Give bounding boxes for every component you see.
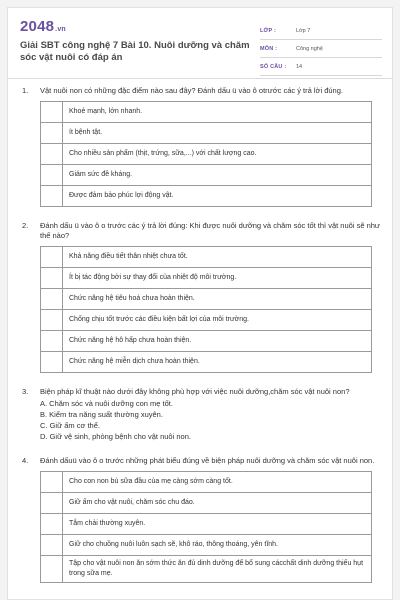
option-row <box>41 556 372 583</box>
option-row <box>41 472 372 493</box>
option-row <box>41 102 372 123</box>
document-title: Giải SBT công nghệ 7 Bài 10. Nuôi dưỡng và chăm sóc vật nuôi có đáp án <box>20 40 250 63</box>
question-4 <box>22 456 382 583</box>
question-header <box>22 456 382 466</box>
question-list <box>22 86 382 597</box>
answer-checkbox[interactable] <box>41 331 63 352</box>
option-text: Chức năng hệ tiêu hoá chưa hoàn thiện. <box>63 289 372 310</box>
option-row <box>41 331 372 352</box>
logo-suffix: .vn <box>55 26 66 33</box>
option-text: Được đảm bảo phúc lợi động vật. <box>63 186 372 207</box>
question-1 <box>22 86 382 207</box>
choice-a[interactable]: A. Chăm sóc và nuôi dưỡng con mẹ tốt. <box>40 399 173 408</box>
answer-checkbox[interactable] <box>41 535 63 556</box>
question-text: Vật nuôi non có những đặc điểm nào sau đây? Đánh dấu ü vào ô otrước các ý trả lời đúng. <box>40 86 343 95</box>
option-row <box>41 144 372 165</box>
option-row <box>41 310 372 331</box>
option-text: Cho con non bú sữa đầu của mẹ càng sớm càng tốt. <box>63 472 372 493</box>
meta-label: MÔN : <box>260 45 278 52</box>
answer-checkbox[interactable] <box>41 186 63 207</box>
choice-list <box>40 398 382 442</box>
answer-checkbox[interactable] <box>41 102 63 123</box>
meta-value: Công nghệ <box>296 45 323 52</box>
meta-row-class <box>260 22 382 40</box>
option-row <box>41 123 372 144</box>
meta-panel <box>260 22 382 76</box>
option-text: Cho nhiều sản phẩm (thịt, trứng, sữa,...) với chất lượng cao. <box>63 144 372 165</box>
question-number: 4. <box>22 456 29 465</box>
option-text: ít bệnh tật. <box>63 123 372 144</box>
answer-checkbox[interactable] <box>41 352 63 373</box>
option-text: Chức năng hệ hô hấp chưa hoàn thiện. <box>63 331 372 352</box>
option-row <box>41 535 372 556</box>
answer-checkbox[interactable] <box>41 268 63 289</box>
question-number: 2. <box>22 221 29 230</box>
option-text: Khả năng điều tiết thân nhiệt chưa tốt. <box>63 247 372 268</box>
option-text: Giảm sức đề kháng. <box>63 165 372 186</box>
option-row <box>41 165 372 186</box>
document-page <box>7 7 393 600</box>
answer-checkbox[interactable] <box>41 144 63 165</box>
option-text: Giữ cho chuồng nuôi luôn sạch sẽ, khô ráo, thông thoáng, yên tĩnh. <box>63 535 372 556</box>
question-number: 3. <box>22 387 29 396</box>
meta-row-count <box>260 58 382 76</box>
question-header <box>22 387 382 397</box>
meta-row-subject <box>260 40 382 58</box>
question-header <box>22 86 382 96</box>
option-row <box>41 186 372 207</box>
site-logo[interactable] <box>20 18 66 35</box>
option-text: Chức năng hệ miễn dịch chưa hoàn thiện. <box>63 352 372 373</box>
meta-label: LỚP : <box>260 27 276 34</box>
answer-checkbox[interactable] <box>41 514 63 535</box>
option-text: Tắm chải thường xuyên. <box>63 514 372 535</box>
answer-checkbox[interactable] <box>41 289 63 310</box>
meta-value: 14 <box>296 63 303 70</box>
option-row <box>41 247 372 268</box>
question-3 <box>22 387 382 442</box>
choice-d[interactable]: D. Giữ vệ sinh, phòng bệnh cho vật nuôi non. <box>40 432 191 441</box>
answer-checkbox[interactable] <box>41 493 63 514</box>
answer-checkbox[interactable] <box>41 123 63 144</box>
option-text: Ít bị tác động bởi sự thay đổi của nhiệt độ môi trường. <box>63 268 372 289</box>
option-text: Giữ ấm cho vật nuôi, chăm sóc chu đáo. <box>63 493 372 514</box>
option-row <box>41 352 372 373</box>
option-table <box>40 246 372 373</box>
header-divider <box>8 78 393 79</box>
logo-text: 2048 <box>20 18 55 35</box>
question-text: Đánh dấuü vào ô o trước những phát biểu đúng về biện pháp nuôi dưỡng và chăm sóc vật nuôi non. <box>40 456 375 465</box>
meta-label: SỐ CÂU : <box>260 63 287 70</box>
question-number: 1. <box>22 86 29 95</box>
answer-checkbox[interactable] <box>41 310 63 331</box>
answer-checkbox[interactable] <box>41 556 63 583</box>
option-row <box>41 268 372 289</box>
question-2 <box>22 221 382 373</box>
meta-value: Lớp 7 <box>296 27 311 34</box>
option-table <box>40 471 372 583</box>
option-text: Tập cho vật nuôi non ăn sớm thức ăn đủ dinh dưỡng để bổ sung cácchất dinh dưỡng thiếu hụt trong sữa mẹ. <box>63 556 372 583</box>
option-row <box>41 514 372 535</box>
choice-c[interactable]: C. Giữ ấm cơ thể. <box>40 421 100 430</box>
answer-checkbox[interactable] <box>41 472 63 493</box>
answer-checkbox[interactable] <box>41 165 63 186</box>
question-header <box>22 221 382 241</box>
question-text: Đánh dấu ü vào ô o trước các ý trả lời đúng: Khi được nuôi dưỡng và chăm sóc tốt thì vật nuôi sẽ như thế nào? <box>40 221 380 240</box>
answer-checkbox[interactable] <box>41 247 63 268</box>
option-row <box>41 289 372 310</box>
option-row <box>41 493 372 514</box>
option-table <box>40 101 372 207</box>
page-header <box>20 18 384 70</box>
question-text: Biện pháp kĩ thuật nào dưới đây không phù hợp với việc nuôi dưỡng,chăm sóc vật nuôi non? <box>40 387 350 396</box>
choice-b[interactable]: B. Kiểm tra năng suất thường xuyên. <box>40 410 163 419</box>
option-text: Khoẻ mạnh, lớn nhanh. <box>63 102 372 123</box>
option-text: Chống chịu tốt trước các điều kiện bất lợi của môi trường. <box>63 310 372 331</box>
